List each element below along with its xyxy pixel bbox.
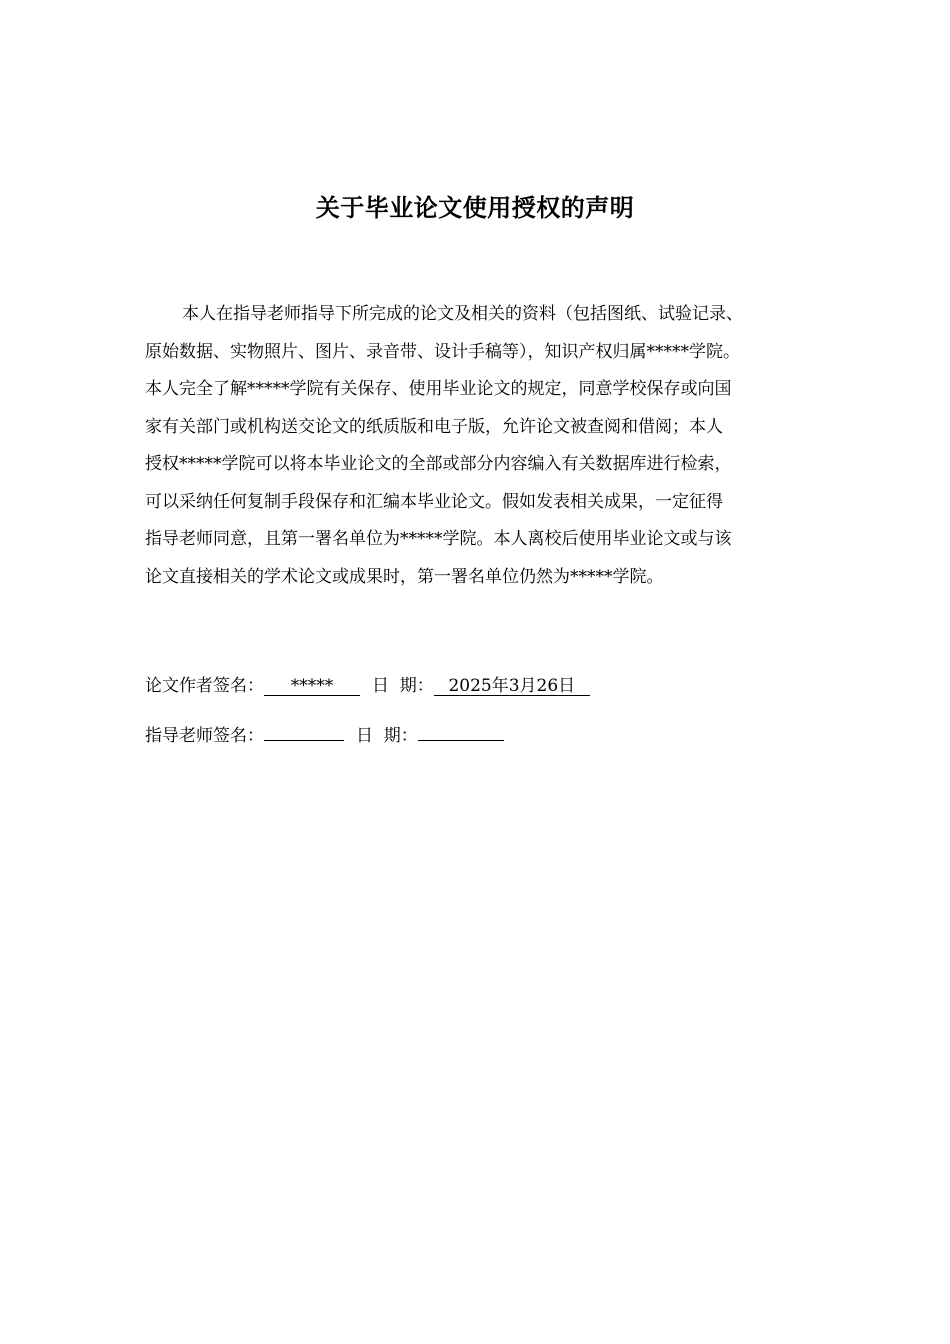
paragraph-line: 论文直接相关的学术论文或成果时，第一署名单位仍然为*****学院。 bbox=[145, 566, 664, 587]
paragraph-line: 授权*****学院可以将本毕业论文的全部或部分内容编入有关数据库进行检索， bbox=[145, 454, 732, 474]
author-date-field[interactable]: 2025年3月26日 bbox=[434, 675, 590, 696]
advisor-signature-label: 指导老师签名： bbox=[145, 726, 264, 746]
declaration-paragraph bbox=[145, 296, 825, 596]
author-date-label: 日 期： bbox=[372, 676, 434, 696]
paragraph-line: 本人完全了解*****学院有关保存、使用毕业论文的规定，同意学校保存或向国 bbox=[145, 379, 732, 399]
advisor-signature-row bbox=[145, 720, 825, 748]
advisor-date-label: 日 期： bbox=[356, 726, 418, 746]
paragraph-line: 可以采纳任何复制手段保存和汇编本毕业论文。假如发表相关成果，一定征得 bbox=[145, 491, 723, 512]
paragraph-line: 原始数据、实物照片、图片、录音带、设计手稿等），知识产权归属*****学院。 bbox=[145, 341, 740, 362]
author-signature-row bbox=[145, 674, 825, 698]
paragraph-line: 本人在指导老师指导下所完成的论文及相关的资料（包括图纸、试验记录、 bbox=[182, 304, 743, 324]
author-signature-label: 论文作者签名： bbox=[145, 676, 264, 696]
paragraph-line: 家有关部门或机构送交论文的纸质版和电子版，允许论文被查阅和借阅；本人 bbox=[145, 416, 723, 437]
advisor-date-field[interactable] bbox=[418, 720, 504, 741]
advisor-signature-field[interactable] bbox=[264, 720, 344, 741]
paragraph-line: 指导老师同意，且第一署名单位为*****学院。本人离校后使用毕业论文或与该 bbox=[145, 529, 732, 549]
document-title: 关于毕业论文使用授权的声明 bbox=[315, 194, 635, 222]
author-signature-field[interactable]: ***** bbox=[264, 675, 360, 696]
